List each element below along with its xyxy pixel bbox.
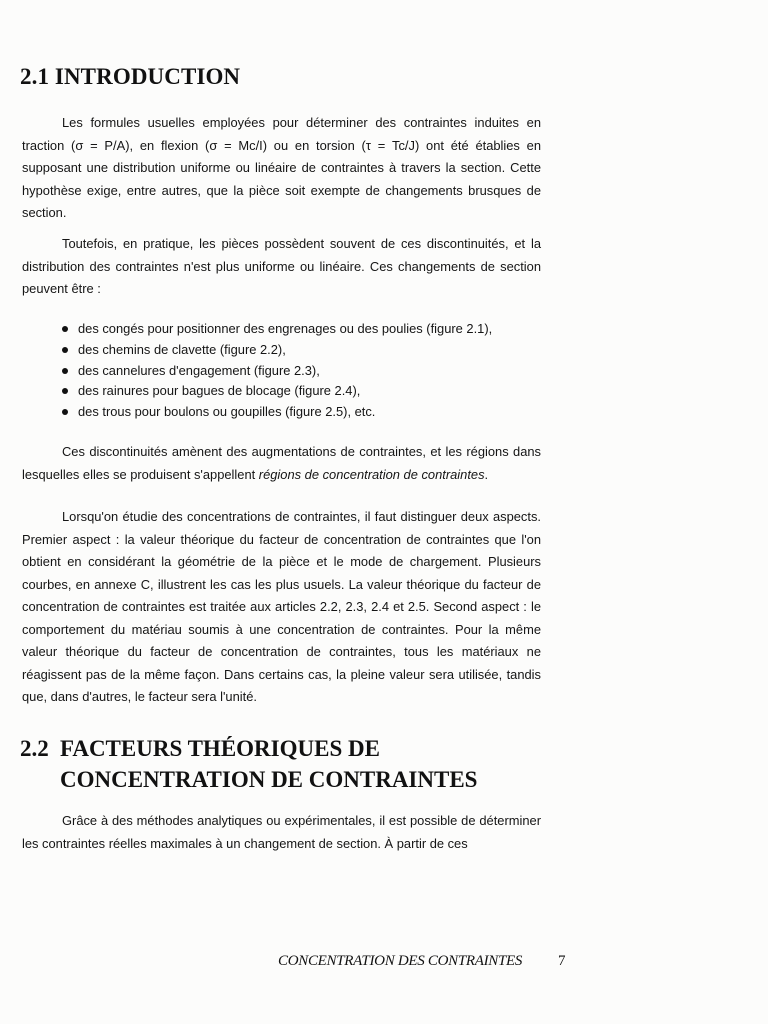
- list-item: [62, 402, 562, 423]
- list-item-text: des rainures pour bagues de blocage (figure 2.4),: [78, 383, 361, 399]
- running-footer-title: CONCENTRATION DES CONTRAINTES: [278, 953, 523, 969]
- list-item-text: des congés pour positionner des engrenages ou des poulies (figure 2.1),: [78, 321, 493, 336]
- section-heading-introduction: [20, 64, 240, 90]
- paragraph-text: Ces discontinuités amènent des augmentations de contraintes, et les régions dans lesquelles elles se produisent s'appellent: [22, 444, 541, 482]
- section-number: 2.1: [20, 64, 50, 89]
- list-item-text: des chemins de clavette (figure 2.2),: [78, 341, 286, 357]
- paragraph-text: Les formules usuelles employées pour déterminer des contraintes induites en traction (σ = P/A), en flexion (σ = Mc/I) ou en torsion (τ = Tc/J) ont été établies en supposant une distribution uniforme ou linéaire de contraintes à travers la section. Cette hypothèse exige, entre autres, que la pièce soit exempte de changements brusques de section.: [22, 115, 541, 220]
- list-item: [62, 319, 562, 340]
- page-number: 7: [558, 953, 566, 969]
- paragraph-text: Grâce à des méthodes analytiques ou expérimentales, il est possible de déterminer les contraintes réelles maximales à un changement de section. À partir de ces: [22, 813, 541, 851]
- paragraph-discontinuities: [22, 233, 541, 301]
- paragraph-text: Lorsqu'on étudie des concentrations de contraintes, il faut distinguer deux aspects. Premier aspect : la valeur théorique du facteur de concentration de contraintes que l'on obtient en considérant la géométrie de la pièce et le mode de chargement. Plusieurs courbes, en annexe C, illustrent les cas les plus usuels. La valeur théorique du facteur de concentration de contraintes est traitée aux articles 2.2, 2.3, 2.4 et 2.5. Second aspect : le comportement du matériau soumis à une concentration de contraintes. Pour la même valeur théorique du facteur de concentration de contraintes, tous les matériaux ne réagissent pas de la même façon. Dans certains cas, la pleine valeur sera utilisée, tandis que, dans d'autres, le facteur sera l'unité.: [22, 509, 541, 704]
- emphasized-term: régions de concentration de contraintes: [258, 466, 485, 482]
- bullet-icon: [62, 368, 68, 374]
- list-item: [62, 381, 562, 402]
- list-item: [62, 340, 562, 361]
- paragraph-concentration-regions: [22, 441, 541, 486]
- paragraph-two-aspects: [22, 506, 541, 709]
- bullet-icon: [62, 409, 68, 415]
- paragraph-analytical-methods: [22, 810, 541, 855]
- bullet-icon: [62, 388, 68, 394]
- section-change-list: [62, 319, 562, 423]
- section-heading-theoretical-factors: [20, 733, 620, 795]
- list-item-text: des trous pour boulons ou goupilles (figure 2.5), etc.: [78, 404, 376, 420]
- paragraph-text: Toutefois, en pratique, les pièces possèdent souvent de ces discontinuités, et la distribution des contraintes n'est plus uniforme ou linéaire. Ces changements de section peuvent être :: [22, 236, 541, 296]
- section-title-line1: FACTEURS THÉORIQUES DE: [60, 736, 380, 761]
- section-number: 2.2: [20, 736, 49, 761]
- bullet-icon: [62, 326, 68, 332]
- section-title-line2: CONCENTRATION DE CONTRAINTES: [60, 767, 478, 792]
- bullet-icon: [62, 347, 68, 353]
- list-item-text: des cannelures d'engagement (figure 2.3),: [78, 362, 320, 378]
- list-item: [62, 361, 562, 382]
- paragraph-formulas: [22, 112, 541, 225]
- paragraph-text-end: .: [484, 466, 489, 482]
- section-title: INTRODUCTION: [54, 64, 241, 89]
